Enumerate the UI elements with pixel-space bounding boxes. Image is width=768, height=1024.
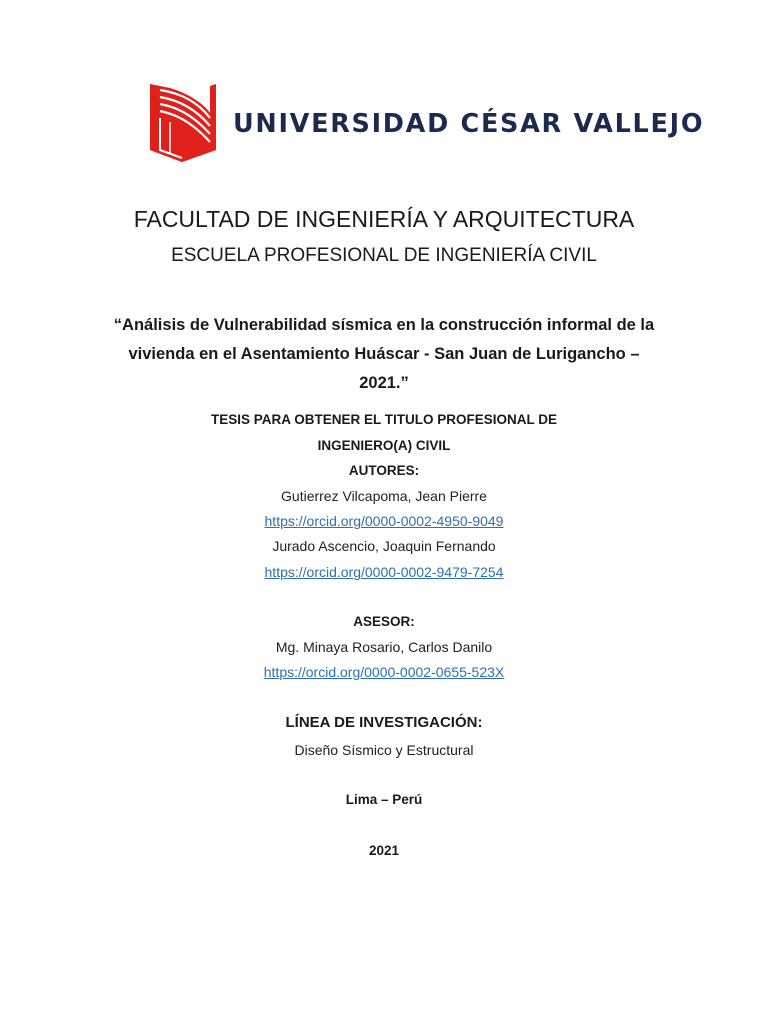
advisor-heading: ASESOR: [353,614,415,629]
research-line-value: Diseño Sísmico y Estructural [294,742,474,758]
author-2-name: Jurado Ascencio, Joaquin Fernando [272,538,496,554]
thesis-title-line-1: “Análisis de Vulnerabilidad sísmica en la construcción informal de la [113,316,655,334]
school-title: ESCUELA PROFESIONAL DE INGENIERÍA CIVIL [171,245,597,266]
authors-heading: AUTORES: [348,463,420,478]
logo-wordmark: UNIVERSIDAD CÉSAR VALLEJO [233,109,705,139]
thesis-title-line-2: vivienda en el Asentamiento Huáscar - San Juan de Lurigancho – [128,345,640,363]
year: 2021 [368,843,400,858]
advisor-name: Mg. Minaya Rosario, Carlos Danilo [275,639,493,655]
thesis-title-line-3: 2021.” [359,374,409,392]
advisor-orcid-link[interactable]: https://orcid.org/0000-0002-0655-523X [263,664,505,680]
advisor-orcid-row [0,662,768,682]
thesis-degree-line-2: INGENIERO(A) CIVIL [317,438,451,453]
university-shield-icon [150,84,220,164]
research-line-heading: LÍNEA DE INVESTIGACIÓN: [285,714,483,731]
author-2-orcid-row [0,562,768,582]
place: Lima – Perú [345,792,423,807]
author-1-orcid-row [0,511,768,531]
thesis-degree-line-1: TESIS PARA OBTENER EL TITULO PROFESIONAL DE [210,412,558,427]
author-1-orcid-link[interactable]: https://orcid.org/0000-0002-4950-9049 [264,513,504,529]
university-logo [150,84,705,164]
author-1-name: Gutierrez Vilcapoma, Jean Pierre [281,488,487,504]
author-2-orcid-link[interactable]: https://orcid.org/0000-0002-9479-7254 [264,564,504,580]
faculty-title: FACULTAD DE INGENIERÍA Y ARQUITECTURA [133,206,635,232]
